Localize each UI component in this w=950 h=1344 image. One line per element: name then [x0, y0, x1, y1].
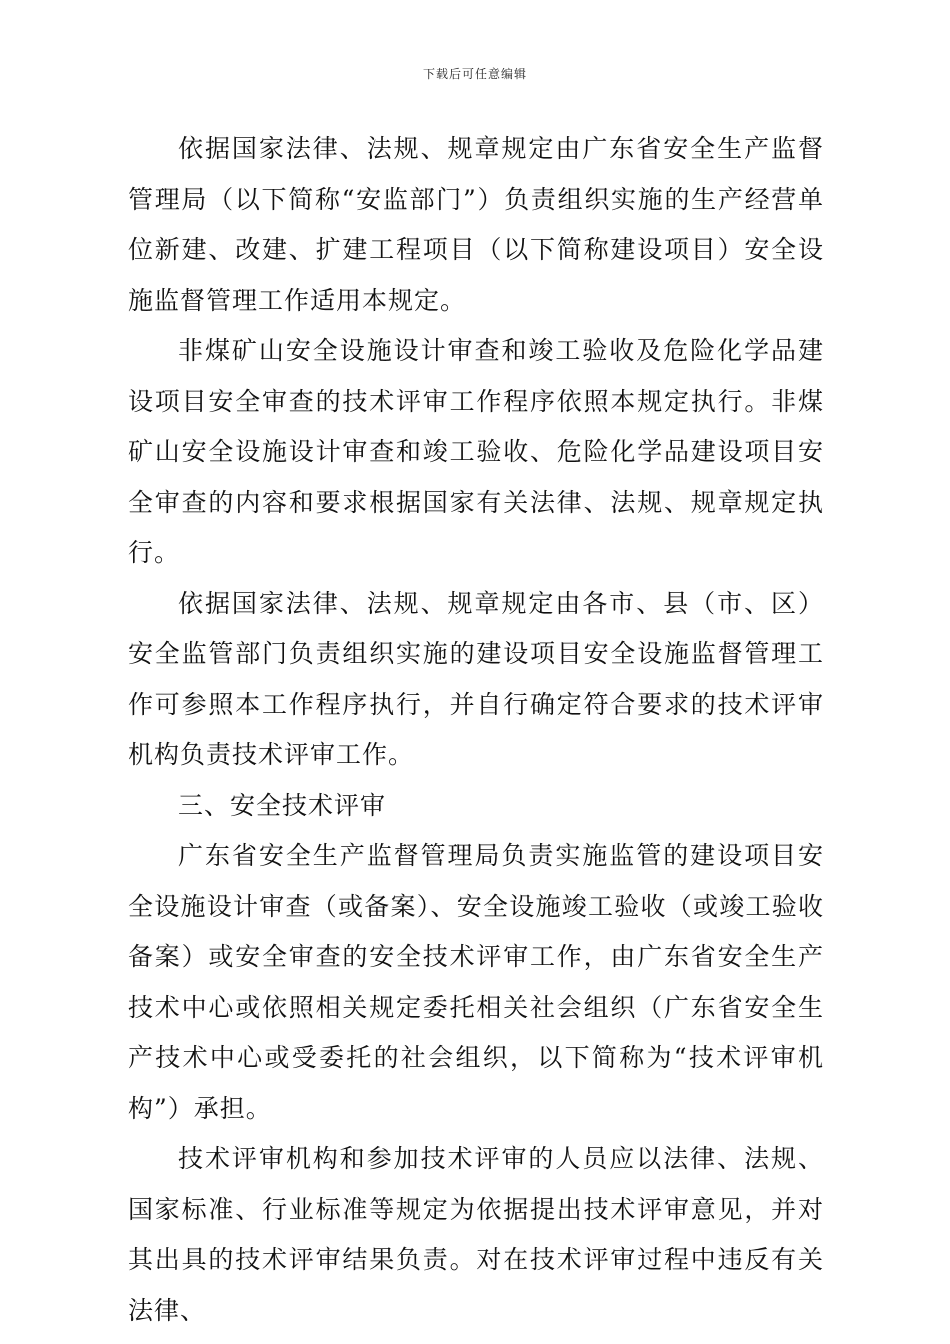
paragraph-local-agencies: 依据国家法律、法规、规章规定由各市、县（市、区）安全监管部门负责组织实施的建设项目安全设施监督管理工作可参照本工作程序执行，并自行确定符合要求的技术评审机构负责技术评审工作。 [128, 588, 824, 769]
document-body [128, 124, 824, 1336]
paragraph-scope: 依据国家法律、法规、规章规定由广东省安全生产监督管理局（以下简称“安监部门”）负责组织实施的生产经营单位新建、改建、扩建工程项目（以下简称建设项目）安全设施监督管理工作适用本规定。 [128, 134, 824, 315]
page-header: 下载后可任意编辑 [422, 67, 527, 81]
paragraph-non-coal-mines: 非煤矿山安全设施设计审查和竣工验收及危险化学品建设项目安全审查的技术评审工作程序依照本规定执行。非煤矿山安全设施设计审查和竣工验收、危险化学品建设项目安全审查的内容和要求根据国家有关法律、法规、规章规定执行。 [128, 336, 824, 567]
section-heading: 三、安全技术评审 [178, 790, 387, 820]
paragraph-review-body: 广东省安全生产监督管理局负责实施监管的建设项目安全设施设计审查（或备案）、安全设施竣工验收（或竣工验收备案）或安全审查的安全技术评审工作，由广东省安全生产技术中心或依照相关规定委托相关社会组织（广东省安全生产技术中心或受委托的社会组织，以下简称为“技术评审机构”）承担。 [128, 841, 824, 1123]
paragraph-review-responsibility: 技术评审机构和参加技术评审的人员应以法律、法规、国家标准、行业标准等规定为依据提出技术评审意见，并对其出具的技术评审结果负责。对在技术评审过程中违反有关法律、 [128, 1144, 824, 1325]
